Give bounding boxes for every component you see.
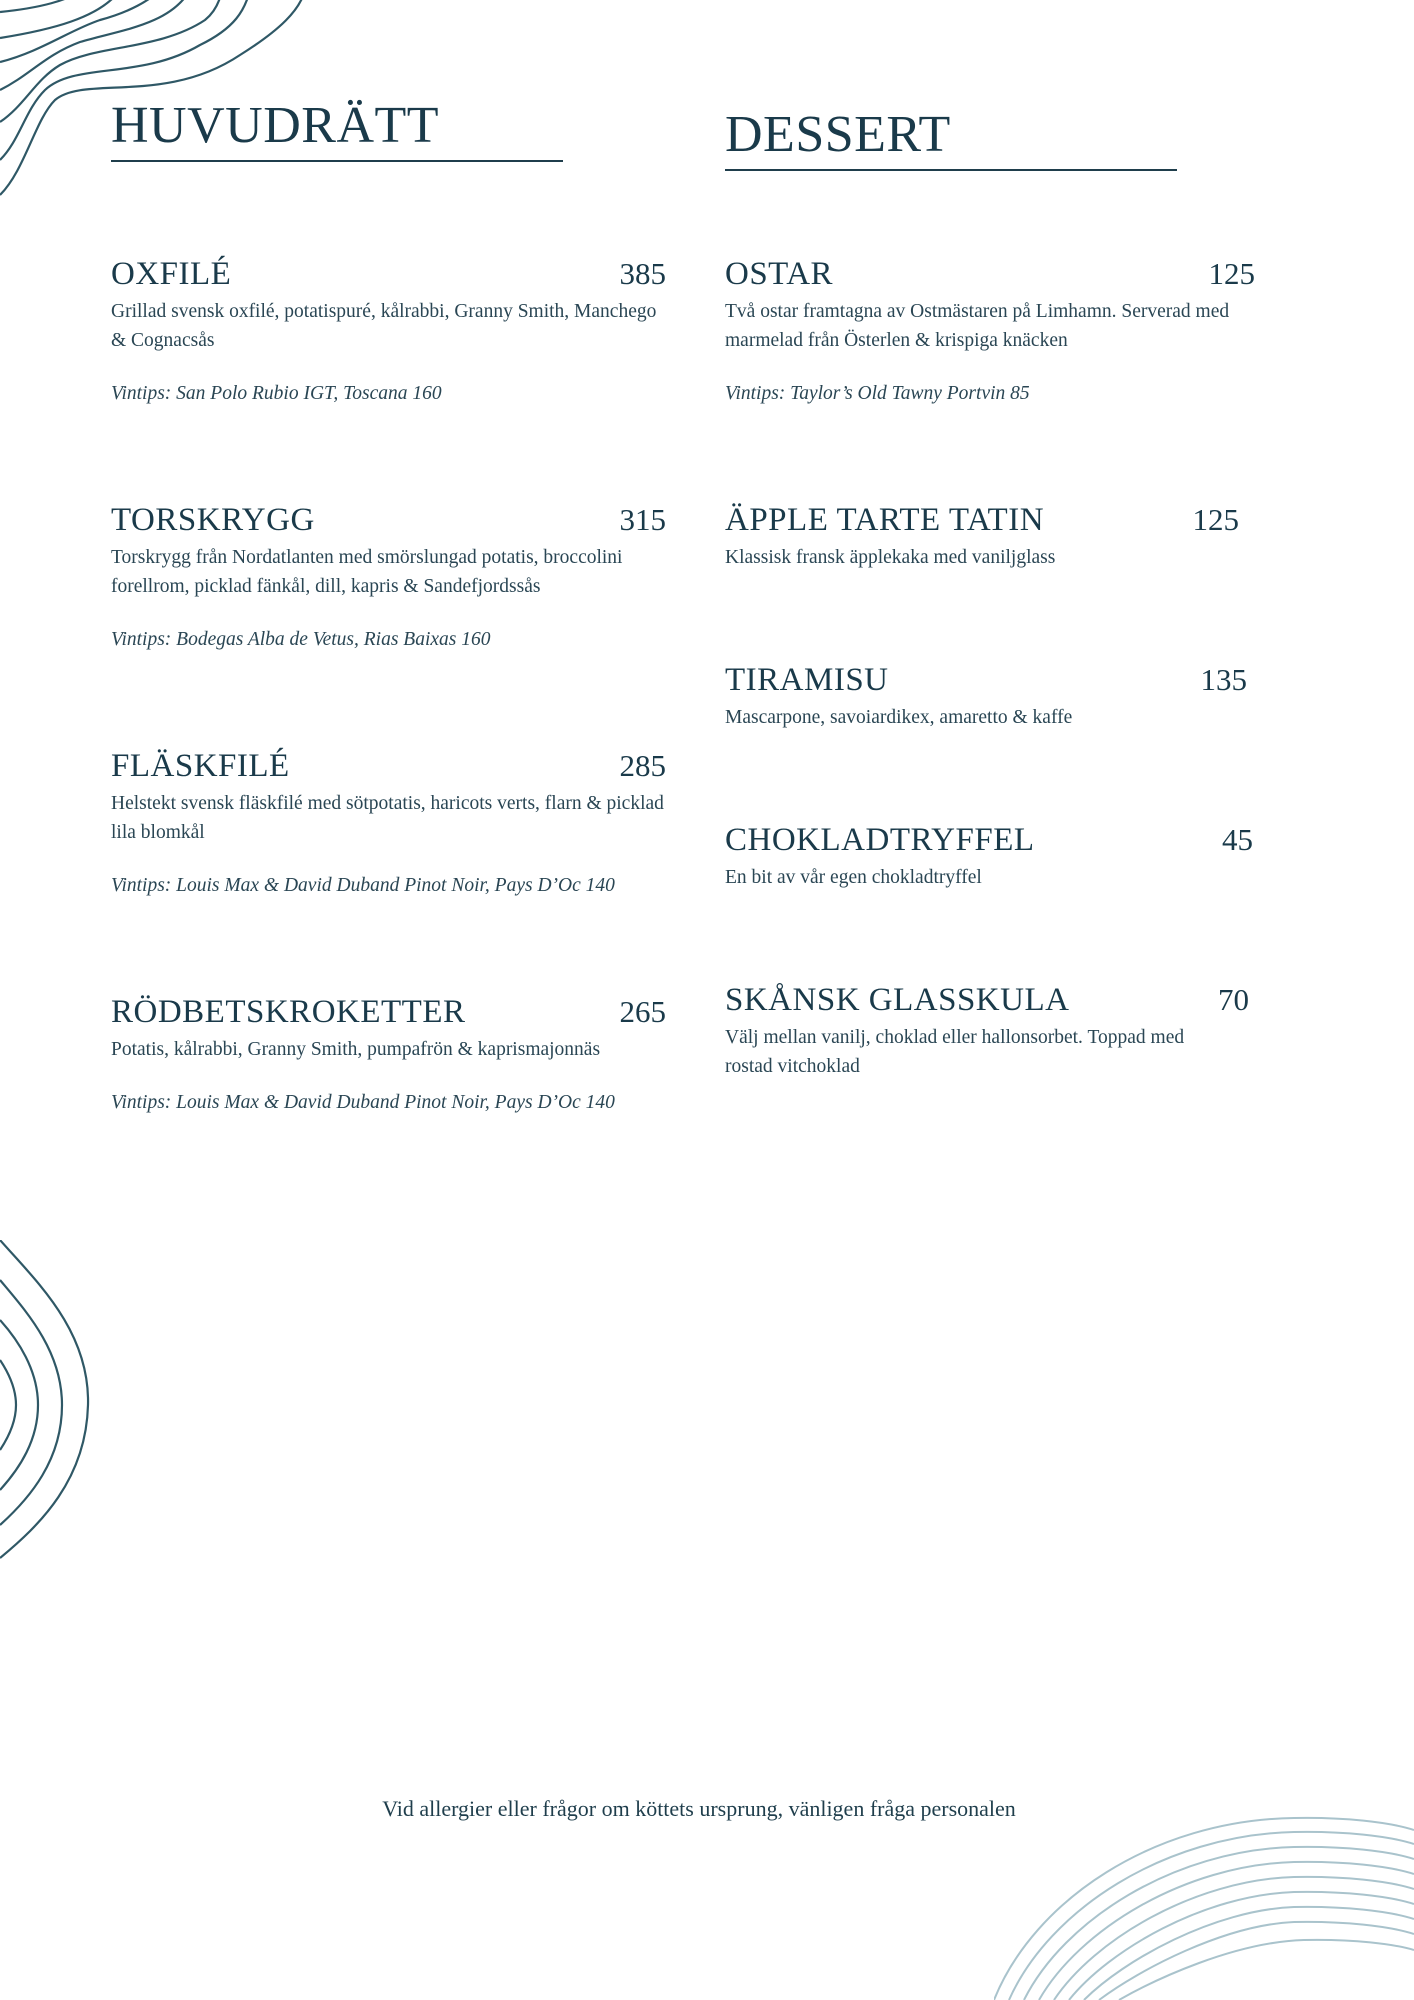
wine-tip: Vintips: San Polo Rubio IGT, Toscana 160 [111, 383, 442, 404]
menu-item-description: Grillad svensk oxfilé, potatispuré, kålrabbi, Granny Smith, Manchego & Cognacsås [111, 301, 657, 351]
allergy-notice: Vid allergier eller frågor om köttets ursprung, vänligen fråga personalen [382, 1796, 1016, 1821]
menu-item-price: 265 [619, 994, 666, 1029]
menu-item-name: TIRAMISU [725, 662, 889, 698]
menu-item-description: Helstekt svensk fläskfilé med sötpotatis, haricots verts, flarn & picklad lila blomkål [111, 793, 664, 843]
menu-item-price: 70 [1218, 982, 1249, 1017]
menu-item-name: RÖDBETSKROKETTER [111, 994, 466, 1030]
menu-item-price: 285 [619, 748, 666, 783]
menu-item-price: 125 [1192, 502, 1239, 537]
menu-item-description: Välj mellan vanilj, choklad eller hallonsorbet. Toppad med rostad vitchoklad [725, 1027, 1185, 1077]
menu-item-name: TORSKRYGG [111, 502, 315, 538]
menu-item-description: Mascarpone, savoiardikex, amaretto & kaffe [725, 707, 1073, 728]
menu-item-description: Potatis, kålrabbi, Granny Smith, pumpafrön & kaprismajonnäs [111, 1039, 601, 1060]
menu-item [725, 982, 1249, 1081]
wine-tip: Vintips: Louis Max & David Duband Pinot Noir, Pays D’Oc 140 [111, 1092, 615, 1113]
menu-item-price: 125 [1208, 256, 1255, 291]
menu-item [111, 994, 666, 1114]
menu-item [111, 502, 666, 651]
menu-item-name: FLÄSKFILÉ [111, 748, 290, 784]
dessert-section [725, 100, 1255, 1077]
menu-item [725, 662, 1247, 732]
menu-item [725, 256, 1255, 405]
main-courses-heading: HUVUDRÄTT [111, 100, 563, 162]
menu-item-name: SKÅNSK GLASSKULA [725, 982, 1070, 1018]
menu-item-description: En bit av vår egen chokladtryffel [725, 867, 982, 888]
menu-item [725, 822, 1253, 892]
menu-item-description: Två ostar framtagna av Ostmästaren på Limhamn. Serverad med marmelad från Österlen & krispiga knäcken [725, 301, 1230, 351]
menu-item-name: OXFILÉ [111, 256, 232, 292]
menu-item [725, 502, 1239, 572]
menu-item-name: ÄPPLE TARTE TATIN [725, 502, 1045, 538]
main-courses-section [111, 97, 666, 1113]
menu-item-price: 135 [1200, 662, 1247, 697]
menu-item-name: CHOKLADTRYFFEL [725, 822, 1035, 858]
wave-lines-left-decoration [0, 1240, 100, 1570]
menu-item-name: OSTAR [725, 256, 834, 292]
menu-item-description: Klassisk fransk äpplekaka med vaniljglass [725, 547, 1056, 568]
menu-item-price: 385 [619, 256, 666, 291]
menu-item-description: Torskrygg från Nordatlanten med smörslungad potatis, broccolini forellrom, picklad fänkål, dill, kapris & Sandefjordssås [111, 547, 623, 597]
menu-item [111, 256, 666, 405]
wine-tip: Vintips: Bodegas Alba de Vetus, Rias Baixas 160 [111, 629, 491, 650]
menu-item [111, 748, 666, 897]
wine-tip: Vintips: Taylor’s Old Tawny Portvin 85 [725, 383, 1030, 404]
menu-item-price: 45 [1222, 822, 1253, 857]
wine-tip: Vintips: Louis Max & David Duband Pinot Noir, Pays D’Oc 140 [111, 875, 615, 896]
menu-item-price: 315 [619, 502, 666, 537]
dessert-heading: DESSERT [725, 109, 1177, 171]
